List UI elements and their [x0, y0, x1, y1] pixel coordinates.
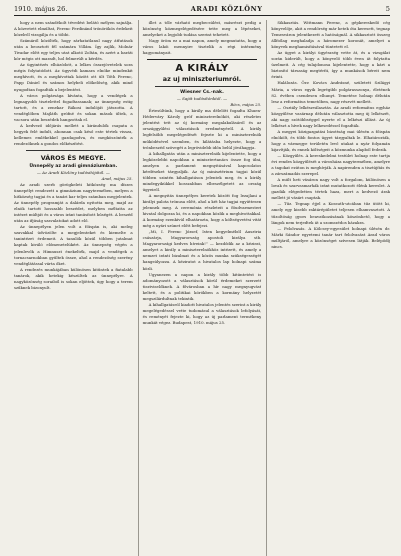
- paragraph: Az aradi szerb görögkeleti hitközség ma díszes ünnepélyt rendezett a gimnázium nagytermében, melyen a hitközség tagjai és a tanári kar teljes számban megjelentek. Az ünnepély programját a dalárda nyitotta meg, majd az elnök tartott hosszabb beszédet, melyben méltatta az intézet múltját és a város iránt tanúsított hűségét. A beszéd után az ifjúság szavalatokat adott elő.: [14, 181, 133, 224]
- paragraph: A megnyitás ünnepélyes keretek között fog lezajlani a királyi palota trónusa előtt, ahol a két ház tagjai együttesen jelennek meg. A ceremónia részleteit a főudvarmesteri hivatal dolgozza ki, és a napokban közlik a meghívottakkal. A kormány ezenkívül elhatározta, hogy a költségvetési vitát még a nyári szünet előtt befejezi.: [142, 192, 262, 229]
- paragraph: A kihallgatásról kiadott hivatalos jelentés szerint a király megelégedéssel vette tudomásul a választások lefolyását, és reményét fejezte ki, hogy az új parlament termékeny munkát végez. Budapest, 1910. május 25.: [142, 301, 262, 325]
- header-page-number: 5: [385, 5, 390, 13]
- paragraph: A város polgársága kívánta, hogy a vendégek a legnagyobb tisztelettel fogadtassanak; az ünnepség estig tartott, és a zenekar Rákosi indulóját játszotta. A vendéglőben Majláth grófné és sokan mások ültek, a vacsora után beszédek hangzottak el.: [14, 92, 133, 122]
- section-heading-city: VÁROS ÉS MEGYE.: [40, 153, 106, 162]
- article-dateline: Bécs, május 25.: [230, 102, 262, 108]
- divider: [155, 86, 250, 87]
- divider: [26, 150, 121, 151]
- paragraph: Értesültünk, hogy a király ma délelőtt fogadta Khuen-Héderváry Károly gróf miniszterelnököt, aki részletes jelentést tett az új kormány megalakulásáról és az országgyűlési választások eredményéről. A király legfelsőbb megelégedését fejezte ki a miniszterelnök működésével szemben, és kilátásba helyezte, hogy a trónbeszéd szövegét a legrövidebb időn belül jóváhagyja.: [142, 108, 262, 150]
- paragraph: Az ügyet a királyi ügyészség vette át, és a vizsgálat során kiderült, hogy a könyvelő több éven át folytatta üzelmeit. A cég tulajdonosa kijelentette, hogy a kárt a biztosító társaság megtéríti, így a munkások béreit nem érinti.: [271, 50, 391, 80]
- article-byline: Wiesner Cs.-nak.: [180, 90, 224, 96]
- paragraph: Nagy öröm ez a mai napon, amely megmutatta, hogy a város lakói mennyire tisztelik a régi intézmény hagyományait.: [142, 38, 262, 56]
- paragraph: A megyei közigazgatási bizottság mai ülésén a főispán elnökölt, és több fontos ügyet tárgyaltak le. Elhatározták, hogy a vármegye területén levő utakat a nyár folyamán kijavítják, és ennek költségeit a közmunka alapból fedezik.: [271, 128, 391, 152]
- columns: [14, 20, 390, 556]
- paragraph: Sikkasztás. Wittmann Ferenc, a gépkereskedő cég könyvelője, akit a rendőrség már hetek óta keresett, tegnap Temesváron jelentkezett a hatóságnál. A sikkasztott összeg állítólag meghaladja a háromezer koronát, amelyet a könyvek meghamisításával tüntetett el.: [271, 20, 391, 50]
- paragraph: Számáról közölték, hogy zárhatatlanul nagy átfutások után a beosztott fél számára Villám. Így zajlik, Molnár Tivadar előtt egy teljes utat alkotó Zoltán, és azért a baráti kör mégis ott maradt, hol felmerült a kérdés.: [14, 38, 133, 62]
- column-1: [14, 20, 133, 556]
- article-dateline: Arad, május 25.: [101, 175, 133, 181]
- paragraph: Az ügyintézés elhúzódott, a lelkes összejövetelek sora mégis folytatódott. Az ügyvédi kamara elnöke mindenkit meghívott, és a meghívottak között ott ült Tóth Ferenc, Papp Dániel és számos helybeli előkelőség, akik mind nyugodtan fogadták a bejelentést.: [14, 62, 133, 92]
- paragraph: Az ünnepélyen jelen volt a főispán is, aki meleg szavakkal üdvözölte a megjelenteket és kiemelte a tanintézet érdemeit. A tanulók közül többen jutalmat kaptak kiváló előmenetelükért. Az ünnepség végén a jelenlevők a Himnuszt énekelték, majd a vendégek a tornacsarnokban gyűltek össze, ahol a rendezőség szerény vendéglátással várta őket.: [14, 224, 133, 266]
- paragraph: A kedvező időjárás mellett a kirándulók csapata a hegyek felé indult, ahonnan csak késő este tértek vissza, kellemes emlékekkel gazdagodva, és megköszönték a rendezőknek a gondos előkészítést.: [14, 122, 133, 146]
- paragraph: A rendezés munkájában különösen kitűntek a fiatalabb tanárok, akik hetekig készültek az ünnepélyre. A nagyközönség soraiból is sokan eljöttek, úgy hogy a terem szűknek bizonyult.: [14, 266, 133, 290]
- article-subheadline: az uj miniszteriumról.: [162, 75, 242, 84]
- column-2: [138, 20, 262, 556]
- header-date: 1910. május 26.: [14, 5, 68, 13]
- page-header: [14, 5, 390, 16]
- article-source: — Saját tudósítónktól. —: [176, 96, 228, 102]
- paragraph: A kihallgatás után a miniszterelnök kijelentette, hogy a legközelebbi napokban a minisztertanács össze fog ülni, amelyen a parlament megnyitásával kapcsolatos kérdéseket tárgyalják. Az új minisztérium tagjai közül többen szintén kihallgatáson jelentek meg, és a király mindegyikükkel hosszabban elbeszélgetett az ország ügyeiről.: [142, 150, 262, 192]
- paragraph: Halálozás. Özv. Kovács Andrásné, született Szilágyi Mária, a város egyik legrégibb polgárasszonya, életének 82. évében csendesen elhunyt. Temetése holnap délután lesz a református temetőben, nagy részvét mellett.: [271, 80, 391, 104]
- paragraph: A múlt heti vásáron nagy volt a forgalom, különösen a lovak és szarvasmarhák iránt mutatkozott élénk kereslet. A gazdák elégedetten tértek haza, mert a kedvező árak mellett jó vásárt csaptak.: [271, 177, 391, 201]
- paragraph: — Osztály lelkészválasztás. Az aradi református egyház közgyűlése vasárnap délután választotta meg új lelkészét, aki nagy szótöbbséggel nyerte el a lelkészi állást. Az új lelkészt a hívek nagy lelkesedéssel fogadták.: [271, 104, 391, 128]
- paragraph: — Felolvasás. A Kölcsey-egyesület holnapi ülésén dr. Márki Sándor egyetemi tanár tart felolvasást Arad város múltjáról, amelyre a közönséget szívesen látják. Belépődíj nincs.: [271, 225, 391, 249]
- paragraph: — Tűz. Tegnap éjjel a Kossuth-utcában tűz ütött ki, amely egy kisebb raktárépületet teljesen elhamvasztott. A tűzoltóság gyors beavatkozásának köszönhető, hogy a lángok nem terjedtek át a szomszédos házakra.: [271, 201, 391, 225]
- paragraph: Ugyanezen a napon a király több kitüntetést is adományozott a választások körül érdemeket szerzett tisztviselőknek. A fővárosban a hír nagy megnyugvást keltett, és a politikai körökben a kormány helyzetét megszilárdultnak tekintik.: [142, 271, 262, 301]
- header-paper-title: ARADI KÖZLÖNY: [190, 5, 263, 13]
- divider: [147, 59, 258, 60]
- paragraph: hogy a nem szándékolt tévedést belátó mélyen sajnálja. A közvetett elmúltat, Ferenc Ferdinánd trónörökös érdekeit közelről vizsgálja és a többi.: [14, 20, 133, 38]
- article-headline: A KIRÁLY: [175, 63, 229, 75]
- article-byline: — Az Aradi Közlöny tudósítójától. —: [36, 169, 110, 175]
- column-3: [266, 20, 390, 556]
- article-title: Ünnepély az aradi gimnáziumban.: [29, 163, 118, 169]
- paragraph: „Mi, I. Ferenc József, Isten kegyelméből Ausztria császárja, Magyarország apostoli királya stb. Magyarországi kedves híveink!” — kezdődik az a kézirat, amelyet a király a miniszterelnökhöz intézett, és amely a nemzet iránti bizalmat és a közös munka szükségességét hangsúlyozza. A kéziratot a hivatalos lap holnapi száma közli.: [142, 229, 262, 271]
- paragraph: illet a tőle várható megbecsülést, másrészt pedig a közönség közmegelégedésére tette meg a lépéseket, amelyeket a legjobb tudása szerint tehetett.: [142, 20, 262, 38]
- paragraph: — Közgyűlés. A kereskedelmi testület holnap este tartja évi rendes közgyűlését a városháza nagytermében, amelyre a tagokat ezúton is meghívják. A napirenden a tisztújítás és a zárszámadás szerepel.: [271, 153, 391, 177]
